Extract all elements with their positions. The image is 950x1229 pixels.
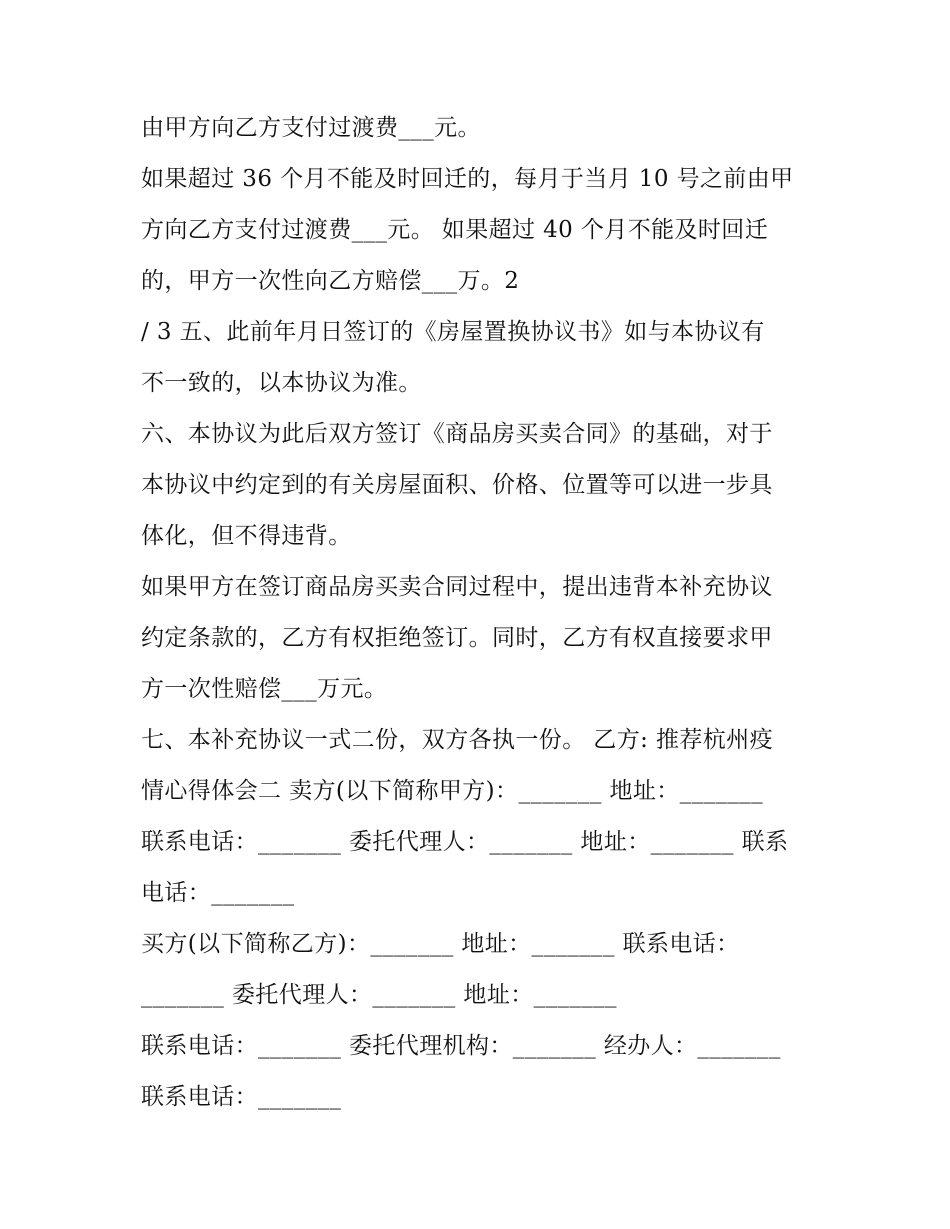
text-line: 由甲方向乙方支付过渡费___元。 <box>141 115 481 141</box>
text-line: 电话：_______ <box>141 880 295 906</box>
text-line: 联系电话：_______ 委托代理机构：_______ 经办人：_______ <box>141 1033 781 1059</box>
text-line: 约定条款的，乙方有权拒绝签订。同时，乙方有权直接要求甲 <box>141 625 773 651</box>
text-line: 七、本补充协议一式二份，双方各执一份。 乙方: 推荐杭州疫 <box>141 727 773 753</box>
text-line: 不一致的，以本协议为准。 <box>141 370 422 396</box>
text-line: 联系电话：_______ <box>141 1084 342 1110</box>
text-line: 本协议中约定到的有关房屋面积、价格、位置等可以进一步具 <box>141 472 773 498</box>
text-line: 体化，但不得违背。 <box>141 523 352 549</box>
document-body <box>141 103 821 1123</box>
text-line: _______ 委托代理人：_______ 地址：_______ <box>141 982 617 1008</box>
text-line: 情心得体会二 卖方(以下简称甲方)：_______ 地址：_______ <box>141 778 763 804</box>
text-line: / 3 五、此前年月日签订的《房屋置换协议书》如与本协议有 <box>141 319 765 345</box>
text-line: 买方(以下简称乙方)：_______ 地址：_______ 联系电话： <box>141 931 740 957</box>
text-line: 如果超过 36 个月不能及时回迁的，每月于当月 10 号之前由甲 <box>141 166 794 192</box>
text-line: 方向乙方支付过渡费___元。 如果超过 40 个月不能及时回迁 <box>141 217 769 243</box>
text-line: 六、本协议为此后双方签订《商品房买卖合同》的基础，对于 <box>141 421 773 447</box>
text-line: 方一次性赔偿___万元。 <box>141 676 388 702</box>
text-line: 联系电话：_______ 委托代理人：_______ 地址：_______ 联系 <box>141 829 789 855</box>
text-line: 的，甲方一次性向乙方赔偿___万。2 <box>141 268 520 294</box>
text-line: 如果甲方在签订商品房买卖合同过程中，提出违背本补充协议 <box>141 574 773 600</box>
